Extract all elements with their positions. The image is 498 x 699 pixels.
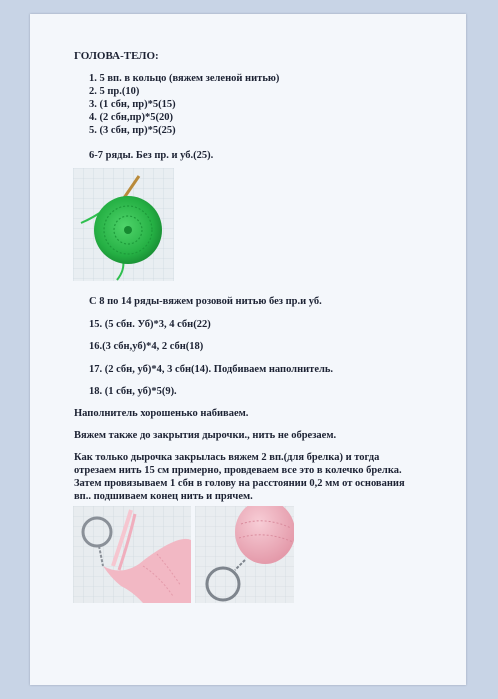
- instruction-rows-8-14: С 8 по 14 ряды-вяжем розовой нитью без пр.и уб.: [89, 296, 322, 307]
- instruction-row-3: 3. (1 сбн, пр)*5(15): [89, 99, 176, 110]
- instruction-row-15: 15. (5 сбн. Уб)*3, 4 сбн(22): [89, 319, 211, 330]
- section-title: ГОЛОВА-ТЕЛО:: [74, 50, 159, 62]
- note-keyring-line-3: Затем провязываем 1 сбн в голову на расстоянии 0,2 мм от основания: [74, 478, 405, 489]
- note-keyring-line-1: Как только дырочка закрылась вяжем 2 вп.(для брелка) и тогда: [74, 452, 380, 463]
- instruction-row-2: 2. 5 пр.(10): [89, 86, 140, 97]
- note-fill: Наполнитель хорошенько набиваем.: [74, 408, 249, 419]
- instruction-row-16: 16.(3 сбн,уб)*4, 2 сбн(18): [89, 341, 204, 352]
- green-circle-photo: [73, 168, 174, 281]
- note-keyring-line-2: отрезаем нить 15 см примерно, провдеваем все это в колечко брелка.: [74, 465, 402, 476]
- keyring-yarn-photo: [73, 506, 191, 603]
- document-page: [30, 14, 466, 685]
- instruction-row-4: 4. (2 сбн,пр)*5(20): [89, 112, 173, 123]
- instruction-row-18: 18. (1 сбн, уб)*5(9).: [89, 386, 177, 397]
- note-keyring-line-4: вп.. подшиваем конец нить и прячем.: [74, 491, 253, 502]
- instruction-row-17: 17. (2 сбн, уб)*4, 3 сбн(14). Подбиваем наполнитель.: [89, 364, 334, 375]
- finished-keyring-photo: [195, 506, 294, 603]
- instruction-row-5: 5. (3 сбн, пр)*5(25): [89, 125, 176, 136]
- note-close: Вяжем также до закрытия дырочки., нить не обрезаем.: [74, 430, 337, 441]
- instruction-rows-6-7: 6-7 ряды. Без пр. и уб.(25).: [89, 150, 214, 161]
- instruction-row-1: 1. 5 вп. в кольцо (вяжем зеленой нитью): [89, 73, 280, 84]
